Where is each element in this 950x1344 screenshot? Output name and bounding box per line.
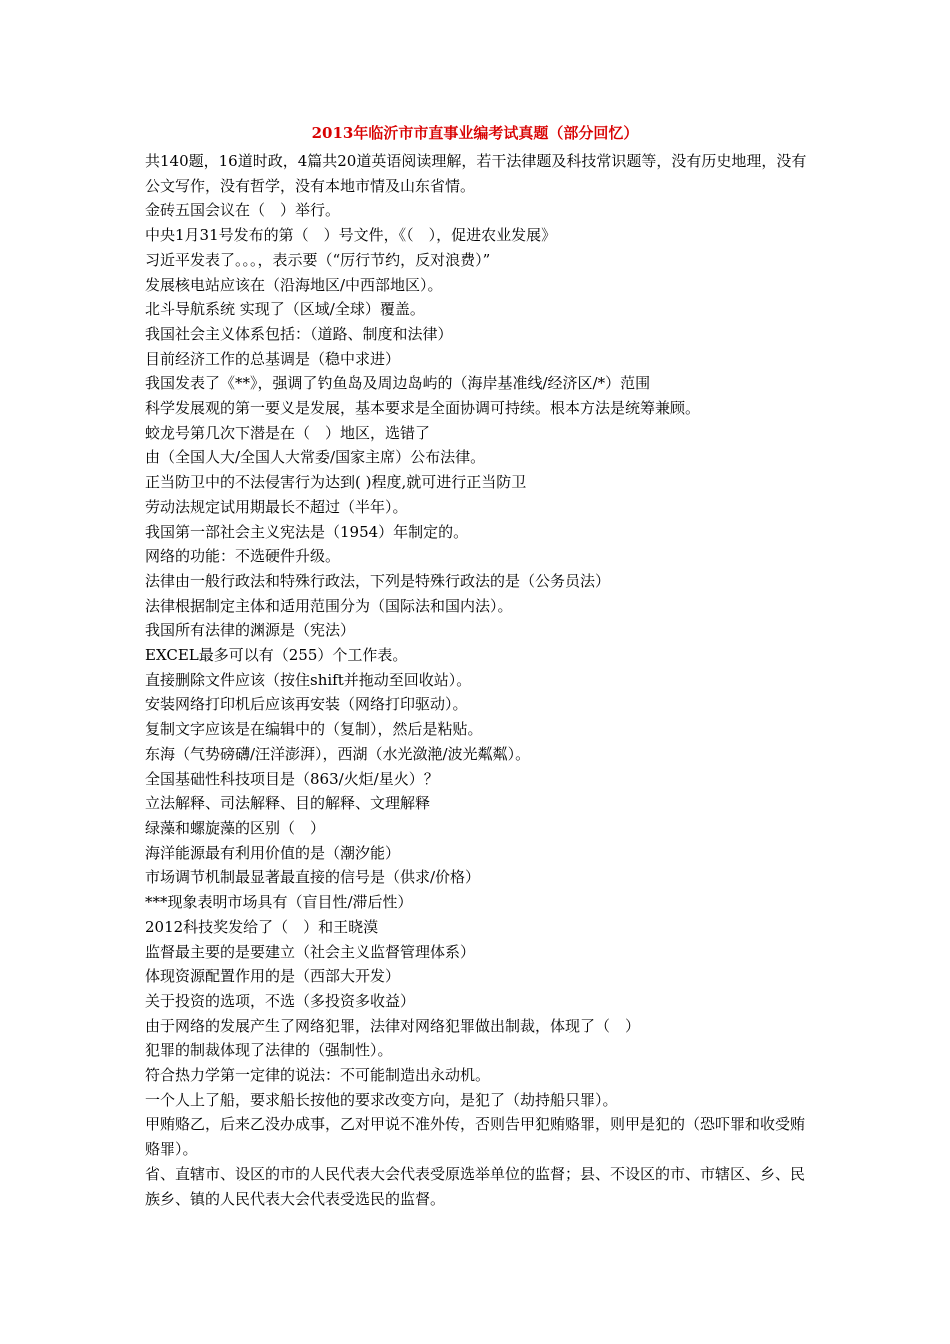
document-paragraph: 我国第一部社会主义宪法是（1954）年制定的。 — [145, 522, 469, 541]
document-paragraph: 发展核电站应该在（沿海地区/中西部地区）。 — [145, 275, 443, 294]
document-paragraph: 监督最主要的是要建立（社会主义监督管理体系） — [145, 942, 476, 961]
document-paragraph: 东海（气势磅礴/汪洋澎湃），西湖（水光潋滟/波光粼粼）。 — [145, 744, 531, 763]
document-paragraph: 直接删除文件应该（按住shift并拖动至回收站）。 — [145, 670, 472, 689]
document-paragraph: 一个人上了船，要求船长按他的要求改变方向，是犯了（劫持船只罪）。 — [145, 1090, 618, 1109]
document-paragraph: ***现象表明市场具有（盲目性/滞后性） — [145, 893, 413, 912]
document-paragraph: 省、直辖市、设区的市的人民代表大会代表受原选举单位的监督；县、不设区的市、市辖区、乡、民族乡、镇的人民代表大会代表受选民的监督。 — [145, 1164, 806, 1208]
document-paragraph: 目前经济工作的总基调是（稳中求进） — [145, 349, 401, 368]
document-paragraph: 市场调节机制最显著最直接的信号是（供求/价格） — [145, 868, 481, 887]
document-paragraph: 法律根据制定主体和适用范围分为（国际法和国内法）。 — [145, 596, 513, 615]
document-paragraph: 习近平发表了。。。，表示要（“厉行节约，反对浪费）” — [145, 250, 491, 269]
document-paragraph: 符合热力学第一定律的说法：不可能制造出永动机。 — [145, 1066, 491, 1085]
document-paragraph: EXCEL最多可以有（255）个工作表。 — [145, 646, 408, 665]
document-body — [145, 149, 810, 1211]
document-paragraph: 正当防卫中的不法侵害行为达到( )程度,就可进行正当防卫 — [145, 473, 527, 492]
document-title: 2013年临沂市市直事业编考试真题（部分回忆） — [311, 124, 639, 142]
document-paragraph: 北斗导航系统 实现了（区域/全球）覆盖。 — [145, 300, 425, 319]
document-paragraph: 立法解释、司法解释、目的解释、文理解释 — [145, 794, 431, 813]
document-paragraph: 我国社会主义体系包括：（道路、制度和法律） — [145, 324, 453, 343]
document-paragraph: 中央1月31号发布的第（ ）号文件，《（ ），促进农业发展》 — [145, 226, 557, 245]
document-paragraph: 绿藻和螺旋藻的区别（ ） — [145, 818, 326, 837]
document-paragraph: 全国基础性科技项目是（863/火炬/星火）？ — [145, 769, 439, 788]
document-paragraph: 共140题，16道时政，4篇共20道英语阅读理解，若干法律题及科技常识题等，没有历史地理，没有公文写作，没有哲学，没有本地市情及山东省情。 — [145, 152, 807, 195]
document-paragraph: 体现资源配置作用的是（西部大开发） — [145, 967, 401, 986]
document-paragraph: 网络的功能：不选硬件升级。 — [145, 547, 341, 566]
document-paragraph: 劳动法规定试用期最长不超过（半年）。 — [145, 497, 408, 516]
document-paragraph: 犯罪的制裁体现了法律的（强制性）。 — [145, 1041, 393, 1060]
document-paragraph: 复制文字应该是在编辑中的（复制），然后是粘贴。 — [145, 720, 483, 739]
document-paragraph: 海洋能源最有利用价值的是（潮汐能） — [145, 843, 401, 862]
document-paragraph: 安装网络打印机后应该再安装（网络打印驱动）。 — [145, 695, 468, 714]
document-paragraph: 科学发展观的第一要义是发展，基本要求是全面协调可持续。根本方法是统筹兼顾。 — [145, 399, 701, 418]
document-paragraph: 甲贿赂乙，后来乙没办成事，乙对甲说不准外传，否则告甲犯贿赂罪，则甲是犯的（恐吓罪和收受贿赂罪）。 — [145, 1115, 806, 1159]
document-paragraph: 蛟龙号第几次下潜是在（ ）地区，选错了 — [145, 423, 431, 442]
document-paragraph: 由（全国人大/全国人大常委/国家主席）公布法律。 — [145, 448, 486, 467]
document-paragraph: 金砖五国会议在（ ）举行。 — [145, 201, 341, 220]
document-paragraph: 2012科技奖发给了（ ）和王晓漠 — [145, 917, 379, 936]
document-paragraph: 由于网络的发展产生了网络犯罪，法律对网络犯罪做出制裁，体现了（ ） — [145, 1016, 641, 1035]
document-paragraph: 我国发表了《**》，强调了钓鱼岛及周边岛屿的（海岸基准线/经济区/*）范围 — [145, 374, 651, 393]
document-paragraph: 我国所有法律的渊源是（宪法） — [145, 621, 356, 640]
document-paragraph: 关于投资的选项，不选（多投资多收益） — [145, 991, 416, 1010]
document-paragraph: 法律由一般行政法和特殊行政法，下列是特殊行政法的是（公务员法） — [145, 571, 611, 590]
